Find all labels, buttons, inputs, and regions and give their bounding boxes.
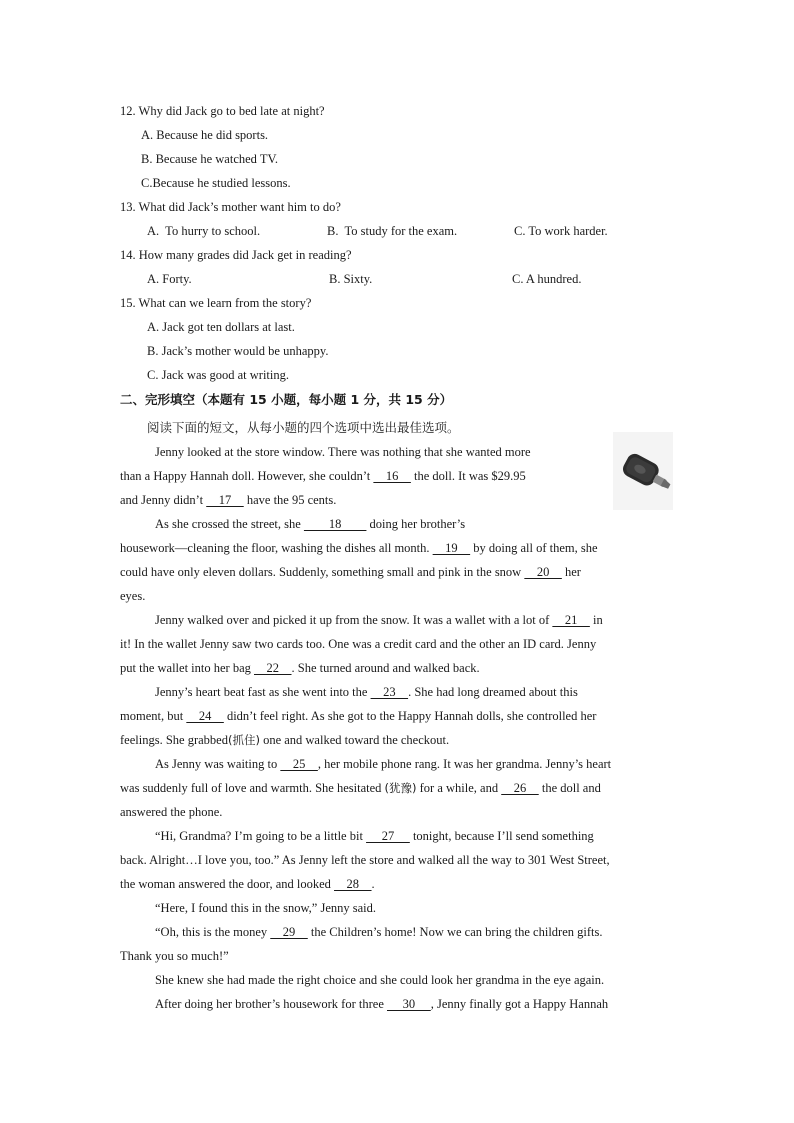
text-span: Jenny’s heart beat fast as she went into the <box>155 685 371 699</box>
passage-line <box>155 516 465 532</box>
blank-22[interactable]: 22 <box>254 661 292 675</box>
blank-24[interactable]: 24 <box>186 709 224 723</box>
option-15a: A. Jack got ten dollars at last. <box>147 320 295 334</box>
option-14b: B. Sixty. <box>329 272 373 286</box>
blank-26[interactable]: 26 <box>501 781 539 795</box>
question-13: 13. What did Jack’s mother want him to do? <box>120 200 341 214</box>
car-key-icon <box>613 432 673 510</box>
passage-line <box>120 708 596 724</box>
passage-line <box>155 612 603 628</box>
blank-20[interactable]: 20 <box>524 565 562 579</box>
question-15: 15. What can we learn from the story? <box>120 296 312 310</box>
passage-line <box>155 924 603 940</box>
text-span: . <box>371 877 375 891</box>
text-span: for a while, and <box>416 781 502 795</box>
passage-line <box>155 996 608 1012</box>
text-span: one and walked toward the checkout. <box>259 733 450 747</box>
blank-16[interactable]: 16 <box>373 469 411 483</box>
text-span: As Jenny was waiting to <box>155 757 281 771</box>
passage-line: Thank you so much!” <box>120 949 229 963</box>
text-span: , her mobile phone rang. It was her grandma. Jenny’s heart <box>317 757 612 771</box>
blank-27[interactable]: 27 <box>366 829 410 843</box>
blank-19[interactable]: 19 <box>432 541 471 555</box>
text-span: the Children’s home! Now we can bring the children gifts. <box>307 925 603 939</box>
text-span: was suddenly full of love and warmth. She hesitated <box>120 781 385 795</box>
option-14c: C. A hundred. <box>512 272 582 286</box>
question-12: 12. Why did Jack go to bed late at night? <box>120 104 325 118</box>
passage-line: Jenny looked at the store window. There was nothing that she wanted more <box>155 445 531 459</box>
text-span: As she crossed the street, she <box>155 517 304 531</box>
blank-21[interactable]: 21 <box>552 613 590 627</box>
text-span: and Jenny didn’t <box>120 493 207 507</box>
text-span: tonight, because I’ll send something <box>409 829 594 843</box>
passage-line <box>120 660 480 676</box>
text-span: . She had long dreamed about this <box>408 685 578 699</box>
text-span: the doll and <box>538 781 601 795</box>
passage-line: “Here, I found this in the snow,” Jenny said. <box>155 901 377 915</box>
text-span: put the wallet into her bag <box>120 661 254 675</box>
text-span: . She turned around and walked back. <box>291 661 480 675</box>
text-span: “Hi, Grandma? I’m going to be a little bit <box>155 829 367 843</box>
question-14: 14. How many grades did Jack get in reading? <box>120 248 352 262</box>
option-13a: A. To hurry to school. <box>147 224 261 238</box>
section-heading: 二、完形填空（本题有 15 小题，每小题 1 分，共 15 分） <box>120 392 453 407</box>
blank-17[interactable]: 17 <box>206 493 244 507</box>
text-span: could have only eleven dollars. Suddenly, something small and pink in the snow <box>120 565 525 579</box>
option-12b: B. Because he watched TV. <box>141 152 278 166</box>
option-12c: C.Because he studied lessons. <box>141 176 291 190</box>
blank-30[interactable]: 30 <box>387 997 431 1011</box>
passage-line <box>120 732 449 748</box>
option-13c: C. To work harder. <box>514 224 608 238</box>
passage-line <box>120 492 336 508</box>
text-span: feelings. She grabbed <box>120 733 228 747</box>
passage-line <box>155 756 611 772</box>
passage-line <box>120 564 581 580</box>
option-15b: B. Jack’s mother would be unhappy. <box>147 344 329 358</box>
passage-line: eyes. <box>120 589 146 603</box>
gloss-text: (抓住) <box>227 733 260 747</box>
text-span: her <box>561 565 581 579</box>
passage-line <box>120 876 375 892</box>
option-13b: B. To study for the exam. <box>327 224 458 238</box>
text-span: the doll. It was $29.95 <box>410 469 526 483</box>
text-span: “Oh, this is the money <box>155 925 271 939</box>
passage-line <box>155 828 594 844</box>
option-14a: A. Forty. <box>147 272 192 286</box>
text-span: , Jenny finally got a Happy Hannah <box>430 997 609 1011</box>
text-span: by doing all of them, she <box>470 541 598 555</box>
passage-line: back. Alright…I love you, too.” As Jenny left the store and walked all the way to 301 West Street, <box>120 853 610 867</box>
option-15c: C. Jack was good at writing. <box>147 368 289 382</box>
text-span: Jenny walked over and picked it up from the snow. It was a wallet with a lot of <box>155 613 553 627</box>
option-12a: A. Because he did sports. <box>141 128 269 142</box>
passage-line: She knew she had made the right choice and she could look her grandma in the eye again. <box>155 973 605 987</box>
text-span: didn’t feel right. As she got to the Happy Hannah dolls, she controlled her <box>223 709 597 723</box>
passage-line <box>155 684 578 700</box>
passage-line: answered the phone. <box>120 805 223 819</box>
text-span: moment, but <box>120 709 187 723</box>
passage-line <box>120 468 526 484</box>
passage-line: it! In the wallet Jenny saw two cards too. One was a credit card and the other an ID card. Jenny <box>120 637 597 651</box>
text-span: After doing her brother’s housework for three <box>155 997 387 1011</box>
text-span: have the 95 cents. <box>243 493 337 507</box>
text-span: doing her brother’s <box>366 517 466 531</box>
passage-line <box>120 540 598 556</box>
text-span: housework—cleaning the floor, washing the dishes all month. <box>120 541 433 555</box>
text-span: the woman answered the door, and looked <box>120 877 335 891</box>
blank-25[interactable]: 25 <box>280 757 318 771</box>
blank-29[interactable]: 29 <box>270 925 308 939</box>
blank-28[interactable]: 28 <box>334 877 372 891</box>
section-instruction: 阅读下面的短文，从每小题的四个选项中选出最佳选项。 <box>147 420 460 435</box>
gloss-text: (犹豫) <box>384 781 417 795</box>
blank-23[interactable]: 23 <box>370 685 409 699</box>
text-span: than a Happy Hannah doll. However, she couldn’t <box>120 469 374 483</box>
text-span: in <box>589 613 603 627</box>
passage-line <box>120 780 601 796</box>
blank-18[interactable]: 18 <box>303 517 367 531</box>
